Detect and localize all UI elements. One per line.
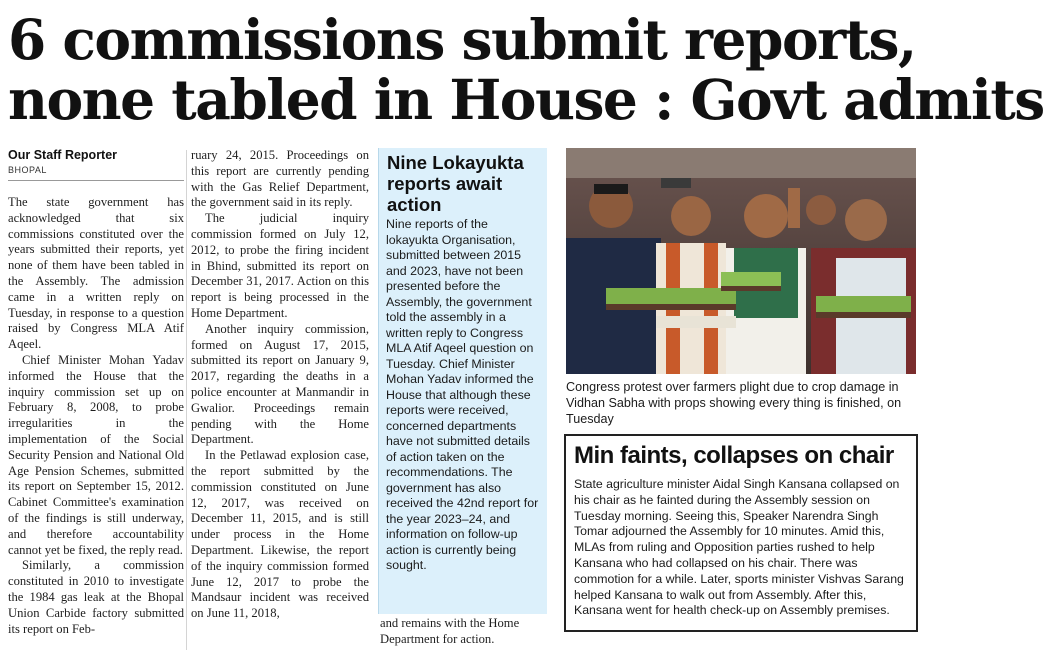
sidebar-title: Nine Lokayukta reports await action (387, 152, 524, 215)
main-story-continuation: and remains with the Home Department for action. (380, 616, 520, 646)
headline-line-2: none tabled in House : Govt admits (8, 67, 1044, 132)
paragraph: Chief Minister Mohan Yadav informed the House that the inquiry commission set up on February 8, 2008, to probe irregularities in the implementation of the Social Security Pension and National Old Age Pension Schemes, submitted its report on September 15, 2012. Cabinet Committee's examination of the findings is still underway, and therefore accountability cannot yet be fixed, the reply read. (8, 352, 184, 557)
paragraph: ruary 24, 2015. Proceedings on this report are currently pending with the Gas Relief Department, the government said in its reply. (191, 148, 369, 210)
lokayukta-sidebar (378, 148, 547, 614)
side-story-title: Min faints, collapses on chair (574, 442, 894, 469)
main-story-column-1 (8, 148, 184, 637)
paragraph: Another inquiry commission, formed on August 17, 2015, submitted its report on January 9, 2017, regarding the deaths in a police encounter at Manmandir in Gwalior. Proceedings remain pending with the Home Department. (191, 321, 369, 447)
paragraph: The judicial inquiry commission formed on July 12, 2012, to probe the firing incident in Bhind, submitted its report on December 31, 2017. Action on this report is being processed in the Home Department. (191, 211, 369, 320)
min-faints-box (564, 434, 918, 632)
protest-photo (566, 148, 916, 374)
side-story-body: State agriculture minister Aidal Singh Kansana collapsed on his chair as he fainted during the Assembly session on Tuesday morning. Seeing this, Speaker Narendra Singh Tomar adjourned the Assembly for 10 minutes. Amid this, MLAs from ruling and Opposition parties rushed to help Kansana who had collapsed on his chair. There was commotion for a while. Later, sports minister Vishvas Sarang helped Kansana to walk out from Assembly. After this, Kansana went for health check-up on Assembly premises. (574, 477, 904, 618)
protest-photo-illustration (566, 148, 916, 374)
main-story-column-2 (191, 148, 369, 622)
byline: Our Staff Reporter (8, 148, 118, 162)
paragraph: The state government has acknowledged that six commissions constituted over the years submitted their reports, yet none of them have been tabled in the Assembly. The admission came in a written reply on Tuesday, in response to a question raised by Congress MLA Atif Aqeel. (8, 195, 184, 352)
paragraph: Similarly, a commission constituted in 2010 to investigate the 1984 gas leak at the Bhopal Union Carbide factory submitted its report on Feb- (8, 558, 184, 636)
column-divider (186, 150, 187, 650)
photo-caption: Congress protest over farmers plight due to crop damage in Vidhan Sabha with props showing every thing is finished, on Tuesday (566, 380, 902, 426)
headline-line-1: 6 commissions submit reports, (8, 7, 916, 72)
dateline: BHOPAL (8, 165, 184, 181)
sidebar-body: Nine reports of the lokayukta Organisation, submitted between 2015 and 2023, have not been presented before the Assembly, the government told the assembly in a written reply to Congress MLA Atif Aqeel question on Tuesday. Chief Minister Mohan Yadav informed the House that although these reports were received, concerned departments have not submitted details of action taken on the recommendations. The government has also received the 42nd report for the year 2023–24, and information on follow-up action is currently being sought. (386, 217, 539, 572)
paragraph: In the Petlawad explosion case, the report submitted by the commission constituted on June 12, 2017, was received on December 11, 2015, and is still under process in the Home Department. Likewise, the report of the inquiry commission formed June 12, 2017 to probe the Mandsaur incident was received on June 11, 2018, (191, 448, 369, 621)
